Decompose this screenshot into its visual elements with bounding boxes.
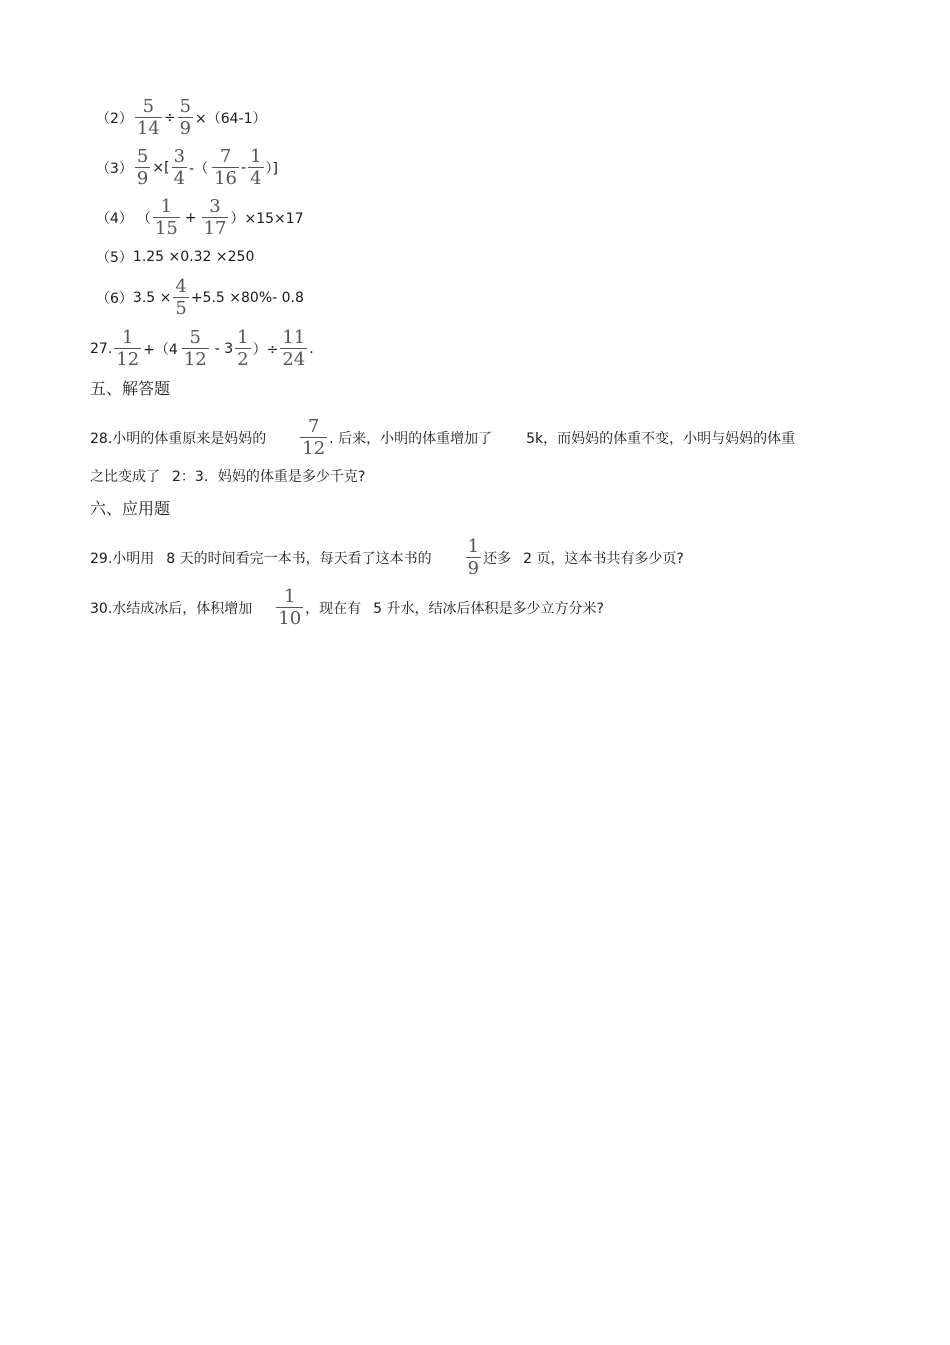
problem-number: 27. [90, 341, 113, 357]
problem-26-3 [96, 148, 278, 188]
problem-28 [90, 418, 795, 458]
problem-text: 之比变成了 [90, 469, 160, 485]
problem-text: . 后来，小明的体重增加了 [329, 431, 493, 447]
fraction: $\frac{5}{9}$ [179, 96, 192, 139]
problem-text: 28.小明的体重原来是妈妈的 [90, 431, 267, 447]
expression-text: ×[ [152, 160, 170, 176]
fraction: $\frac{3}{4}$ [173, 146, 186, 189]
problem-text: 30.水结成冰后，体积增加 [90, 601, 253, 617]
expression-text: ）×15×17 [230, 211, 304, 227]
expression-text: ×（64-1） [195, 111, 267, 127]
problem-27 [90, 329, 314, 369]
fraction: $\frac{5}{9}$ [136, 146, 149, 189]
problem-text: 2 页，这本书共有多少页? [523, 551, 684, 567]
expression-text: 3.5 × [132, 290, 172, 306]
problem-30 [90, 588, 604, 628]
item-label: （5） [96, 250, 133, 266]
fraction: $\frac{1}{12}$ [116, 327, 140, 370]
problem-text: 2：3．妈妈的体重是多少千克? [172, 469, 366, 485]
fraction: $\frac{7}{12}$ [302, 416, 326, 459]
expression-text: ）÷ [252, 342, 279, 358]
problem-text: ，现在有 [305, 601, 362, 617]
fraction: $\frac{5}{14}$ [136, 96, 160, 139]
expression-text: . [309, 341, 314, 357]
item-label: （4） [96, 211, 133, 227]
problem-26-2 [96, 98, 267, 138]
operator: ÷ [163, 110, 176, 126]
operator: - [241, 160, 247, 176]
operator: + [184, 210, 197, 226]
problem-text: 5k，而妈妈的体重不变，小明与妈妈的体重 [526, 431, 796, 447]
item-label: （2） [96, 111, 133, 127]
problem-text: 29.小明用 [90, 551, 155, 567]
fraction: $\frac{1}{15}$ [154, 196, 178, 239]
fraction: $\frac{1}{10}$ [278, 586, 302, 629]
expression-text: -（ [189, 161, 209, 177]
fraction: $\frac{7}{16}$ [214, 146, 237, 189]
problem-29 [90, 538, 684, 578]
item-label: （6） [96, 291, 133, 307]
section-heading-6: 六、应用题 [90, 499, 171, 518]
fraction: $\frac{5}{12}$ [183, 327, 207, 370]
expression-text: +5.5 ×80%- 0.8 [190, 290, 304, 306]
section-heading-5: 五、解答题 [90, 379, 171, 398]
item-label: （3） [96, 161, 133, 177]
problem-26-4 [96, 198, 304, 238]
expression-text: （ [136, 211, 151, 227]
problem-text: 5 升水，结冰后体积是多少立方分米? [373, 601, 604, 617]
fraction: $\frac{3}{17}$ [203, 196, 227, 239]
problem-26-6 [96, 278, 304, 318]
expression-text: +（4 [143, 342, 178, 358]
problem-26-5 [96, 247, 254, 267]
expression-text: ）] [265, 161, 278, 177]
expression-text: - 3 [214, 341, 234, 357]
fraction: $\frac{1}{9}$ [467, 536, 480, 579]
problem-28-line-2 [90, 466, 365, 486]
fraction: $\frac{1}{4}$ [250, 146, 262, 189]
problem-text: 还多 [483, 551, 512, 567]
expression-text: 1.25 ×0.32 ×250 [132, 249, 255, 265]
fraction: $\frac{1}{2}$ [237, 327, 249, 370]
fraction: $\frac{4}{5}$ [175, 276, 187, 319]
problem-text: 8 天的时间看完一本书，每天看了这本书的 [166, 551, 432, 567]
fraction: $\frac{11}{24}$ [282, 327, 306, 370]
